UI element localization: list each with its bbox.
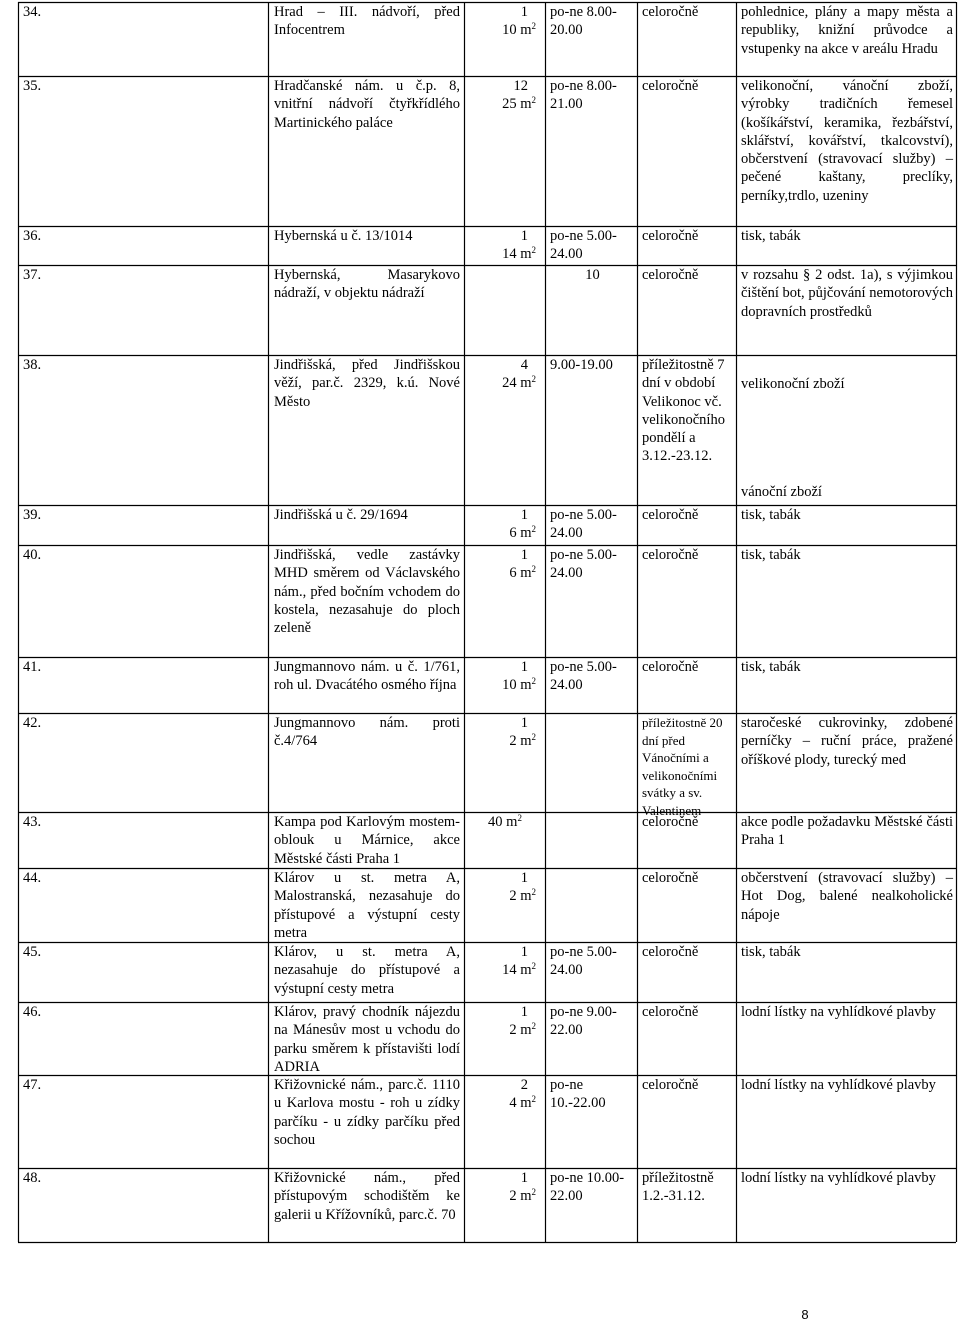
stall-location: Klárov u st. metra A, Malostranská, nezasahuje do přístupové a výstupní cesty metra [274,870,460,941]
sales-period: celoročně [642,814,699,830]
goods-type: akce podle požadavku Městské části Praha 1 [741,814,953,849]
area-value: 2 [509,733,517,750]
row-number: 39. [23,507,42,523]
sales-period: celoročně [642,870,699,886]
opening-hours: po-ne 10.00-22.00 [550,1170,625,1205]
opening-hours: po-ne 5.00-24.00 [550,659,617,694]
stall-area [470,564,540,582]
opening-hours: po-ne 10.-22.00 [550,1077,606,1112]
goods-type: lodní lístky na vyhlídkové plavby [741,1170,936,1186]
stall-count: 4 [520,357,528,373]
opening-hours: po-ne 5.00-24.00 [550,944,617,979]
goods-type: staročeské cukrovinky, zdobené perníčky – ruční práce, pražené oříškové plody, turecký med [741,715,953,768]
area-value: 2 [509,888,517,905]
area-unit-exp: 2 [531,1094,536,1105]
row-number: 45. [23,944,42,960]
page-number: 8 [801,1307,809,1322]
stall-area [470,21,540,39]
stall-location: Jungmannovo nám. u č. 1/761, roh ul. Dvacátého osmého října [274,659,460,694]
stall-location: Jindřišská, vedle zastávky MHD směrem od Václavského nám., před bočním vchodem do kostela, nezasahuje do ploch zeleně [274,547,460,637]
area-unit-exp: 2 [531,21,536,32]
stall-count-area [470,77,540,114]
area-unit: m [520,1095,532,1112]
goods-type: tisk, tabák [741,944,801,960]
stall-location: Jungmannovo nám. proti č.4/764 [274,715,460,750]
opening-hours: po-ne 8.00-21.00 [550,78,617,113]
row-number: 48. [23,1170,42,1186]
row-number: 37. [23,267,42,283]
row-number: 38. [23,357,42,373]
area-unit: m [506,814,518,830]
area-value: 14 [502,246,517,263]
row-number: 44. [23,870,42,886]
goods-type: lodní lístky na vyhlídkové plavby [741,1004,936,1020]
stall-count-area [470,506,540,543]
area-unit-exp: 2 [517,813,522,823]
goods-type: pohlednice, plány a mapy města a republiky, knižní průvodce a vstupenky na akce v areálu Hradu [741,4,953,57]
stall-count: 1 [520,547,528,563]
area-unit: m [520,733,532,750]
area-unit-exp: 2 [531,961,536,972]
stall-area [470,1021,540,1039]
goods-type: tisk, tabák [741,507,801,523]
stall-count-area [470,3,540,40]
stall-count-area [470,943,540,980]
stall-area [470,961,540,979]
area-unit: m [520,246,532,263]
goods-type: velikonoční, vánoční zboží, výrobky tradičních řemesel (košíkářství, keramika, řezbářství, sklářství, kovářství, tkalcovství), občerstvení (stravovací služby) – pečené kaštany, preclíky, perníky,trdlo, uzeniny [741,78,953,204]
row-number: 41. [23,659,42,675]
row-number: 43. [23,814,42,830]
stall-location: Kampa pod Karlovým mostem-oblouk u Márnice, akce Městské části Praha 1 [274,814,460,867]
stall-location: Jindřišská, před Jindřišskou věží, par.č. 2329, k.ú. Nové Město [274,357,460,410]
stall-area [470,374,540,392]
stall-count-area [470,1169,540,1206]
area-unit: m [520,565,532,582]
sales-period: celoročně [642,659,699,675]
stall-location: Jindřišská u č. 29/1694 [274,507,408,523]
goods-type: tisk, tabák [741,659,801,675]
row-number: 34. [23,4,42,20]
stall-count: 1 [520,870,528,886]
area-unit-exp: 2 [531,732,536,743]
stall-location: Hradčanské nám. u č.p. 8, vnitřní nádvoří čtyřkřídlého Martinického paláce [274,78,460,131]
stall-area [470,813,540,831]
stall-count-area [470,1003,540,1040]
area-unit: m [520,1188,532,1205]
goods-type: občerstvení (stravovací služby) – Hot Dog, balené nealkoholické nápoje [741,870,953,923]
stall-location: Hybernská, Masarykovo nádraží, v objektu nádraží [274,267,460,302]
area-unit: m [520,525,532,542]
area-unit: m [520,375,532,392]
stall-area [470,95,540,113]
stall-count: 10 [585,267,600,283]
area-unit-exp: 2 [531,524,536,535]
sales-period: celoročně [642,547,699,563]
stall-area [470,887,540,905]
stall-location: Klárov, pravý chodník nájezdu na Mánesův most u vchodu do parku směrem k přístavišti lodí ADRIA [274,1004,460,1075]
area-value: 25 [502,96,517,113]
sales-period: celoročně [642,4,699,20]
stall-area [470,1187,540,1205]
sales-period: celoročně [642,78,699,94]
area-value: 14 [502,962,517,979]
area-value: 2 [509,1022,517,1039]
stall-count: 2 [520,1077,528,1093]
sales-period: celoročně [642,267,699,283]
area-unit: m [520,22,532,39]
area-unit: m [520,1022,532,1039]
row-number: 47. [23,1077,42,1093]
area-value: 24 [502,375,517,392]
opening-hours: po-ne 9.00-22.00 [550,1004,617,1039]
sales-period: celoročně [642,1077,699,1093]
goods-type: lodní lístky na vyhlídkové plavby [741,1077,936,1093]
sales-period: celoročně [642,228,699,244]
area-value: 4 [509,1095,517,1112]
sales-period: celoročně [642,507,699,523]
area-unit: m [520,96,532,113]
area-value: 40 [488,814,503,830]
stall-area [470,1094,540,1112]
stall-count: 1 [520,228,528,244]
opening-hours: po-ne 8.00-20.00 [550,4,617,39]
stall-count: 1 [520,4,528,20]
area-unit-exp: 2 [531,245,536,256]
sales-period: celoročně [642,1004,699,1020]
area-unit-exp: 2 [531,887,536,898]
stall-area [470,732,540,750]
area-unit: m [520,962,532,979]
stall-count-area [470,714,540,751]
stall-location: Hrad – III. nádvoří, před Infocentrem [274,4,460,39]
area-unit-exp: 2 [531,1187,536,1198]
stall-count: 1 [520,659,528,675]
area-unit: m [520,888,532,905]
stall-location: Křižovnické nám., parc.č. 1110 u Karlova mostu - roh u zídky parčíku - u zídky parčíku před sochou [274,1077,460,1148]
stall-location: Klárov, u st. metra A, nezasahuje do přístupové a výstupní cesty metra [274,944,460,997]
row-number: 40. [23,547,42,563]
area-value: 6 [509,565,517,582]
area-unit-exp: 2 [531,676,536,687]
area-unit-exp: 2 [531,564,536,575]
area-unit-exp: 2 [531,374,536,385]
stall-count-area [470,227,540,264]
goods-type: velikonoční zboží [741,376,845,392]
row-number: 42. [23,715,42,731]
stall-count: 1 [520,1170,528,1186]
row-number: 36. [23,228,42,244]
opening-hours: po-ne 5.00-24.00 [550,228,617,263]
sales-period: příležitostně 1.2.-31.12. [642,1170,714,1205]
sales-period: příležitostně 7 dní v období Velikonoc vč. velikonočního pondělí a 3.12.-23.12. [642,357,725,465]
goods-type: tisk, tabák [741,228,801,244]
stall-count: 1 [520,507,528,523]
stall-count-area [470,1076,540,1113]
stall-count: 1 [520,944,528,960]
stall-area [470,676,540,694]
area-value: 10 [502,22,517,39]
goods-type-secondary: vánoční zboží [741,484,822,500]
row-number: 46. [23,1004,42,1020]
opening-hours: po-ne 5.00-24.00 [550,507,617,542]
row-number: 35. [23,78,42,94]
stall-count: 1 [520,715,528,731]
area-unit-exp: 2 [531,1021,536,1032]
stall-count-area [470,869,540,906]
sales-period: celoročně [642,944,699,960]
opening-hours: po-ne 5.00-24.00 [550,547,617,582]
goods-type: tisk, tabák [741,547,801,563]
goods-type: v rozsahu § 2 odst. 1a), s výjimkou čištění bot, půjčování nemotorových dopravních prostředků [741,267,953,320]
stall-location: Křižovnické nám., před přístupovým schodištěm ke galerii u Křížovníků, parc.č. 70 [274,1170,460,1223]
area-value: 2 [509,1188,517,1205]
stall-area [470,524,540,542]
sales-period: příležitostně 20 dní před Vánočními a velikonočními svátky a sv. Valentinem [642,715,723,818]
stall-count-area [470,546,540,583]
area-value: 10 [502,677,517,694]
area-unit-exp: 2 [531,95,536,106]
area-unit: m [520,677,532,694]
opening-hours: 9.00-19.00 [550,357,613,373]
stall-count-area [470,658,540,695]
stall-area [470,245,540,263]
stall-count: 12 [513,78,528,94]
stall-count: 1 [520,1004,528,1020]
area-value: 6 [509,525,517,542]
stall-count-area [470,356,540,393]
stall-location: Hybernská u č. 13/1014 [274,228,413,244]
